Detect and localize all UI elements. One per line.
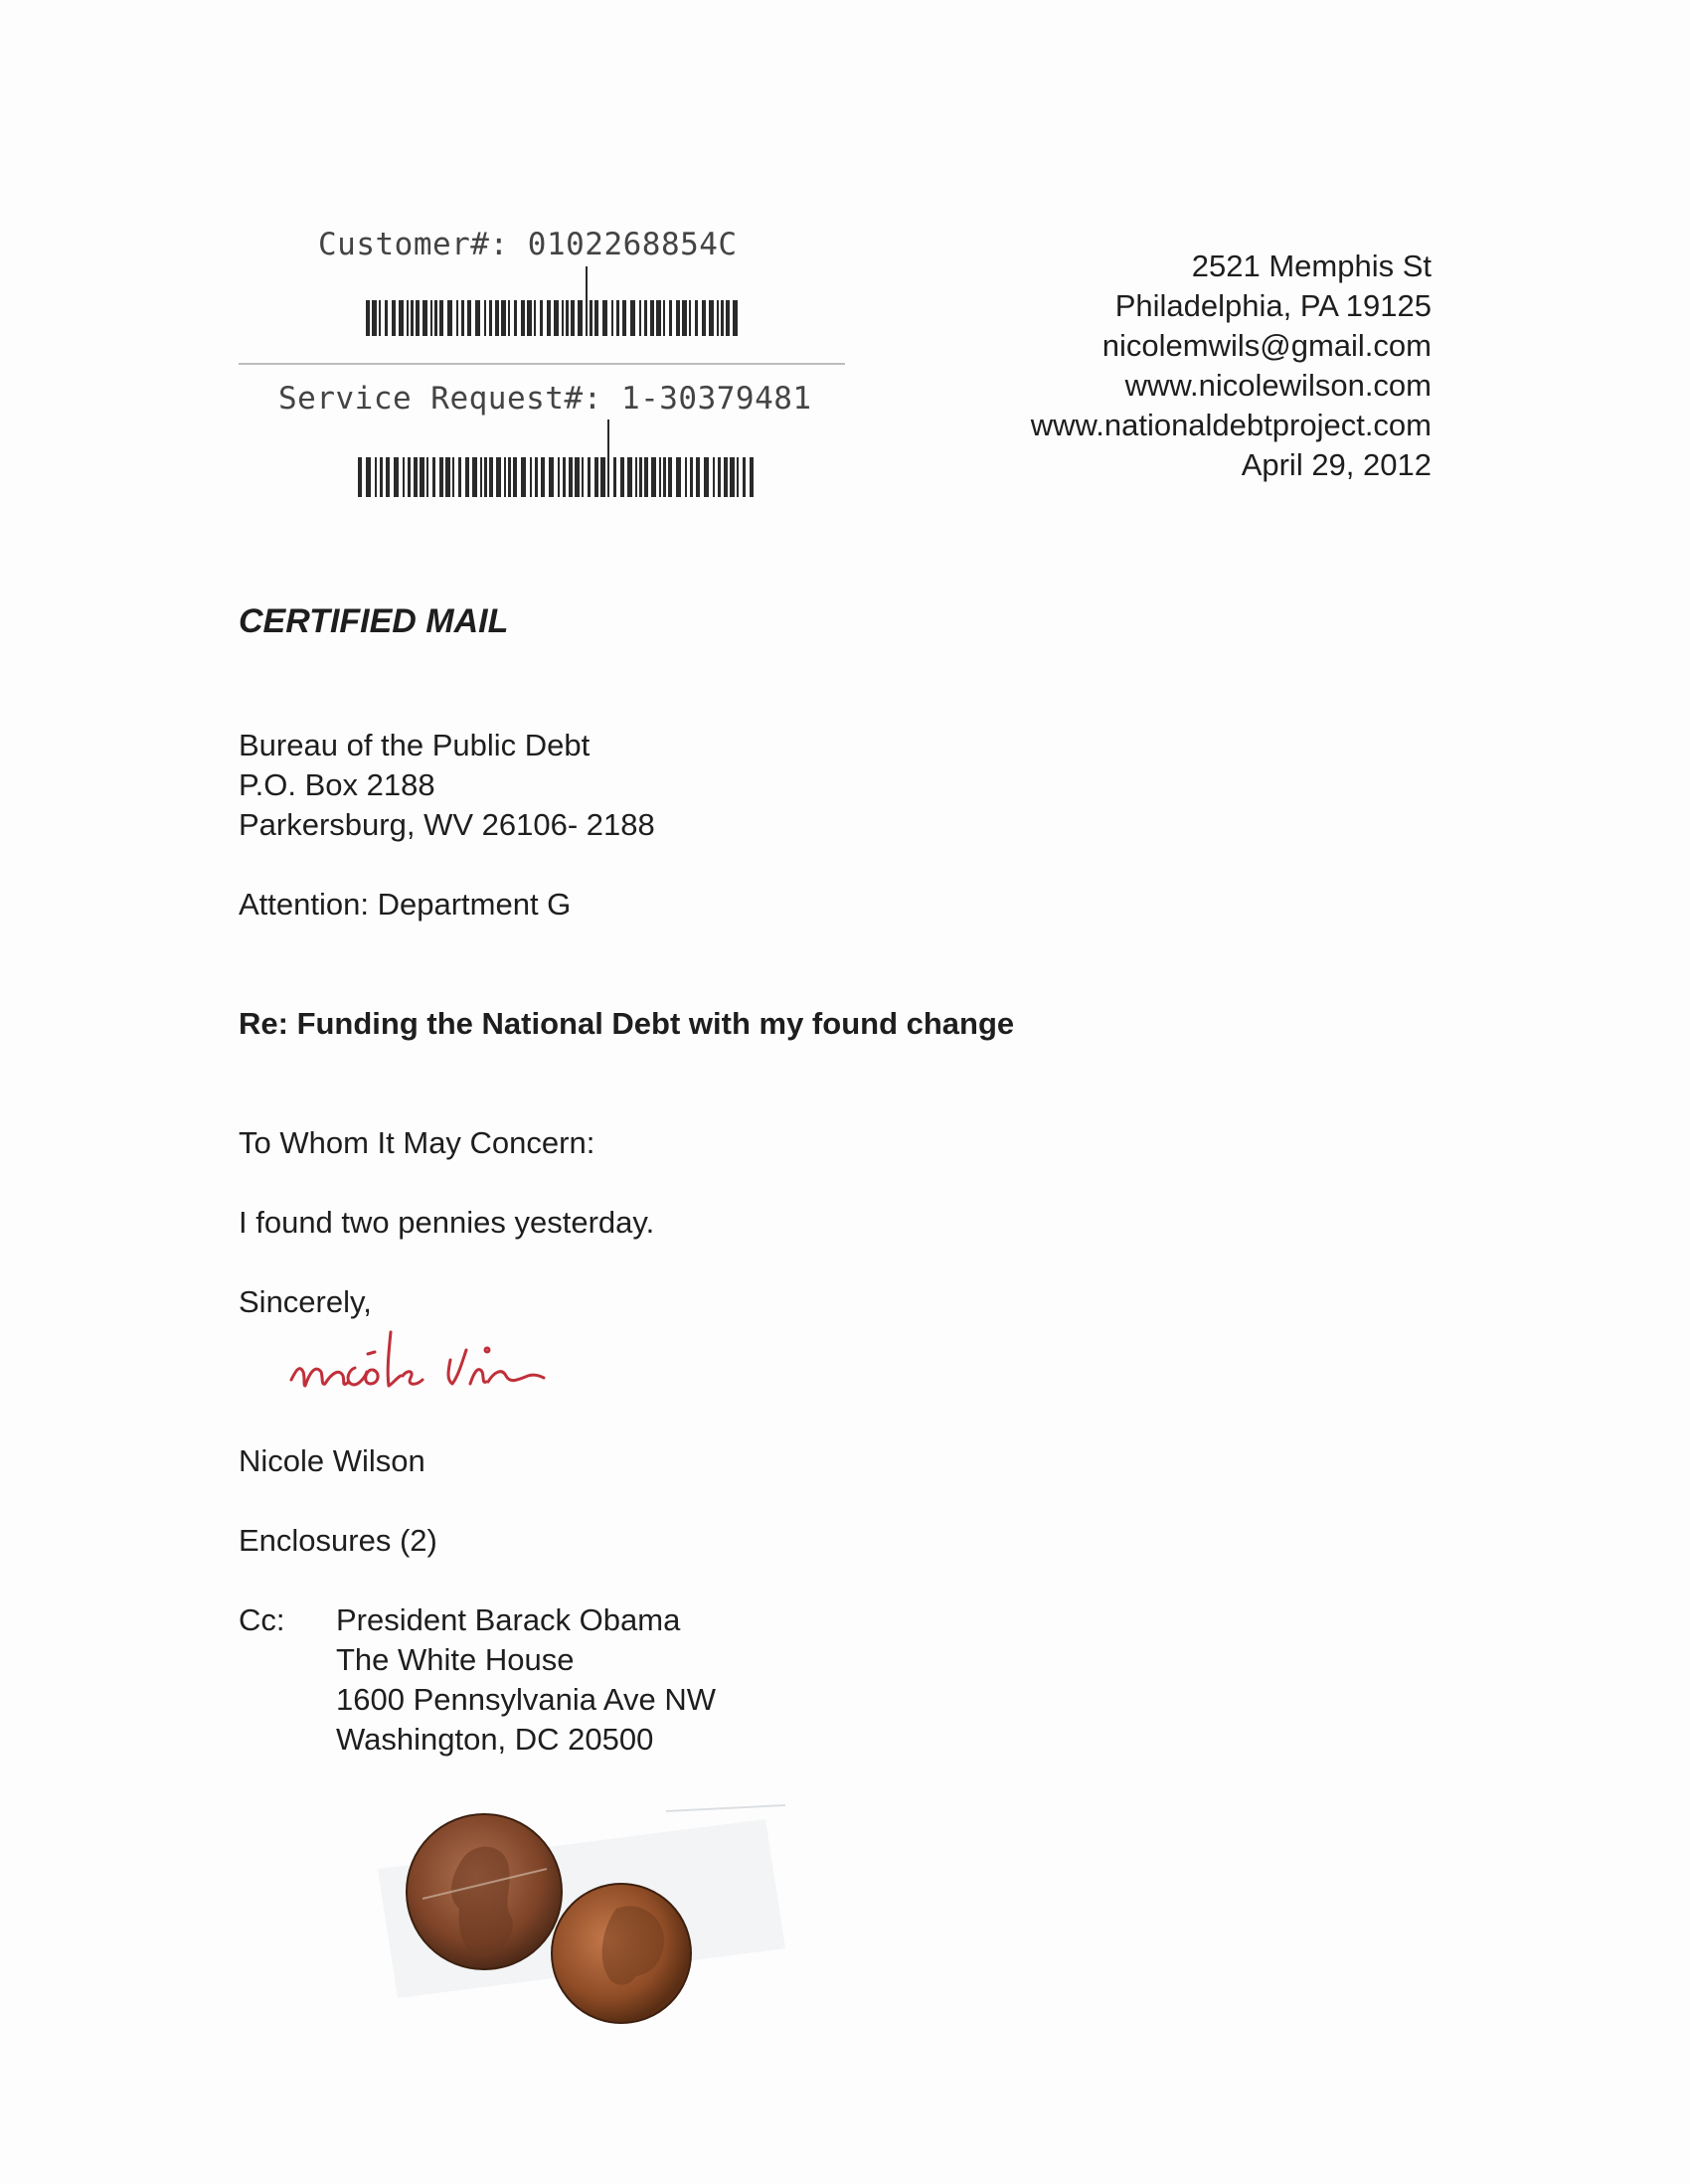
barcode-bar — [743, 457, 746, 497]
closing: Sincerely, — [239, 1284, 372, 1319]
barcode-bar — [366, 300, 370, 336]
barcode-bar — [600, 457, 605, 497]
barcode-bar — [372, 300, 377, 336]
barcode-bar — [527, 300, 532, 336]
barcode-bar — [630, 300, 635, 336]
barcode-bar — [602, 300, 607, 336]
barcode-bar — [452, 457, 454, 497]
tape-edge — [666, 1805, 785, 1811]
barcode-bar — [408, 457, 411, 497]
penny-front — [407, 1814, 562, 1969]
handwritten-signature — [283, 1302, 621, 1412]
barcode-bar — [456, 300, 458, 336]
barcode-bar — [668, 457, 672, 497]
barcode-bar — [594, 457, 598, 497]
barcode-bar — [386, 457, 390, 497]
barcode-bar — [594, 300, 598, 336]
barcode-bar — [689, 300, 691, 336]
barcode-bar — [669, 300, 672, 336]
salutation: To Whom It May Concern: — [239, 1125, 595, 1160]
barcode-bar — [569, 457, 573, 497]
barcode-bar — [530, 457, 532, 497]
barcode-bar — [534, 300, 536, 336]
barcode-bar — [445, 457, 450, 497]
barcode-bar — [399, 300, 404, 336]
barcode-bar — [726, 300, 730, 336]
barcode-bar — [496, 457, 501, 497]
recipient-city: Parkersburg, WV 26106- 2188 — [239, 807, 655, 842]
barcode-bar — [432, 457, 435, 497]
barcode-bar — [627, 457, 632, 497]
barcode-bar — [718, 457, 721, 497]
barcode-bar — [663, 300, 665, 336]
barcode-bar — [571, 300, 575, 336]
subject-line: Re: Funding the National Debt with my found change — [239, 1006, 1015, 1041]
letter-body: I found two pennies yesterday. — [239, 1205, 655, 1240]
barcode-bar — [541, 457, 545, 497]
cc-name: President Barack Obama — [336, 1602, 681, 1637]
barcode-bar — [578, 300, 583, 336]
barcode-bar — [420, 457, 424, 497]
barcode-bar — [439, 300, 443, 336]
barcode-bar — [685, 457, 687, 497]
barcode-bar — [590, 300, 592, 336]
barcode-bar — [750, 457, 754, 497]
barcode-bar — [558, 457, 560, 497]
barcode-bar — [358, 457, 362, 497]
barcode-bar — [737, 457, 739, 497]
barcode-bar — [495, 300, 499, 336]
barcode-bar — [540, 300, 543, 336]
barcode-bar — [547, 300, 551, 336]
certified-mail-heading: CERTIFIED MAIL — [239, 602, 509, 640]
customer-number-label: Customer#: 0102268854C — [318, 227, 738, 262]
barcode-bar — [380, 457, 383, 497]
barcode-bar — [366, 457, 371, 497]
attention-line: Attention: Department G — [239, 887, 572, 922]
barcode-bar — [379, 300, 381, 336]
barcode-bar — [472, 457, 477, 497]
barcode-bar — [582, 457, 584, 497]
cc-street: 1600 Pennsylvania Ave NW — [336, 1682, 716, 1717]
barcode-bar — [695, 300, 698, 336]
barcode-bar — [392, 300, 396, 336]
recipient-name: Bureau of the Public Debt — [239, 728, 591, 762]
service-request-barcode — [358, 420, 756, 497]
barcode-bar — [439, 457, 443, 497]
barcode-bar — [554, 300, 559, 336]
barcode-bar — [620, 457, 624, 497]
barcode-bar — [616, 300, 619, 336]
barcode-bar — [704, 457, 709, 497]
barcode-bar — [730, 457, 735, 497]
barcode-bar — [588, 457, 591, 497]
barcode-bar — [422, 300, 427, 336]
barcode-bar — [575, 457, 580, 497]
barcode-bar — [465, 457, 469, 497]
barcode-bar — [682, 300, 687, 336]
barcode-bar — [676, 300, 680, 336]
signer-name: Nicole Wilson — [239, 1443, 425, 1478]
barcode-bar — [549, 457, 554, 497]
barcode-bar — [411, 300, 414, 336]
barcode-bar — [651, 457, 656, 497]
barcode-bar — [613, 457, 616, 497]
barcode-bar — [702, 300, 706, 336]
sender-email: nicolemwils@gmail.com — [1101, 328, 1432, 363]
cc-organization: The White House — [336, 1642, 575, 1677]
sender-street: 2521 Memphis St — [1191, 249, 1432, 283]
barcode-bar — [416, 300, 420, 336]
barcode-bar — [607, 420, 609, 497]
customer-barcode — [366, 266, 744, 336]
barcode-bar — [713, 457, 715, 497]
barcode-bar — [521, 457, 526, 497]
recipient-po-box: P.O. Box 2188 — [239, 767, 435, 802]
barcode-bar — [508, 300, 510, 336]
service-request-label: Service Request#: 1-30379481 — [278, 381, 812, 417]
barcode-bar — [514, 300, 517, 336]
barcode-bar — [611, 300, 613, 336]
barcode-bar — [676, 457, 681, 497]
barcode-bar — [717, 300, 719, 336]
barcode-bar — [563, 457, 566, 497]
barcode-bar — [644, 457, 648, 497]
barcode-bar — [513, 457, 517, 497]
barcode-bar — [721, 300, 724, 336]
barcode-divider — [239, 363, 845, 365]
barcode-bar — [663, 457, 666, 497]
barcode-bar — [434, 300, 437, 336]
recipient-address-block — [239, 726, 655, 845]
barcode-bar — [467, 300, 471, 336]
barcode-bar — [639, 300, 641, 336]
barcode-bar — [484, 300, 486, 336]
barcode-bar — [535, 457, 538, 497]
barcode-bar — [475, 300, 480, 336]
sender-address-block — [1031, 247, 1432, 485]
sender-website: www.nicolewilson.com — [1124, 368, 1432, 403]
enclosed-pennies-photo — [368, 1799, 805, 2028]
barcode-bar — [724, 457, 728, 497]
cc-city: Washington, DC 20500 — [336, 1722, 654, 1757]
letter-date: April 29, 2012 — [1241, 447, 1432, 482]
barcode-bar — [639, 457, 642, 497]
barcode-bar — [696, 457, 700, 497]
barcode-bar — [394, 457, 399, 497]
barcode-bar — [709, 300, 714, 336]
barcode-bar — [480, 457, 482, 497]
barcode-bar — [504, 457, 506, 497]
barcode-bar — [733, 300, 738, 336]
barcode-bar — [656, 300, 661, 336]
barcode-bar — [403, 457, 405, 497]
barcode-bar — [635, 457, 637, 497]
barcode-bar — [461, 300, 464, 336]
barcode-bar — [458, 457, 461, 497]
sender-city: Philadelphia, PA 19125 — [1114, 288, 1432, 323]
barcode-bar — [586, 266, 588, 336]
enclosures-line: Enclosures (2) — [239, 1523, 437, 1558]
cc-address-block — [336, 1600, 716, 1760]
barcode-bar — [622, 300, 626, 336]
barcode-bar — [385, 300, 388, 336]
penny-back — [552, 1884, 691, 2023]
barcode-bar — [690, 457, 693, 497]
cc-label: Cc: — [239, 1602, 285, 1637]
barcode-bar — [447, 300, 452, 336]
barcode-bar — [484, 457, 487, 497]
barcode-bar — [501, 300, 506, 336]
barcode-bar — [407, 300, 409, 336]
barcode-bar — [508, 457, 511, 497]
barcode-bar — [430, 300, 432, 336]
barcode-bar — [562, 300, 564, 336]
sender-project-website: www.nationaldebtproject.com — [1030, 408, 1432, 442]
barcode-bar — [414, 457, 418, 497]
barcode-bar — [659, 457, 661, 497]
barcode-bar — [566, 300, 569, 336]
barcode-bar — [650, 300, 654, 336]
barcode-bar — [375, 457, 377, 497]
barcode-bar — [426, 457, 428, 497]
barcode-bar — [521, 300, 525, 336]
barcode-bar — [489, 300, 492, 336]
barcode-bar — [489, 457, 493, 497]
barcode-bar — [644, 300, 647, 336]
